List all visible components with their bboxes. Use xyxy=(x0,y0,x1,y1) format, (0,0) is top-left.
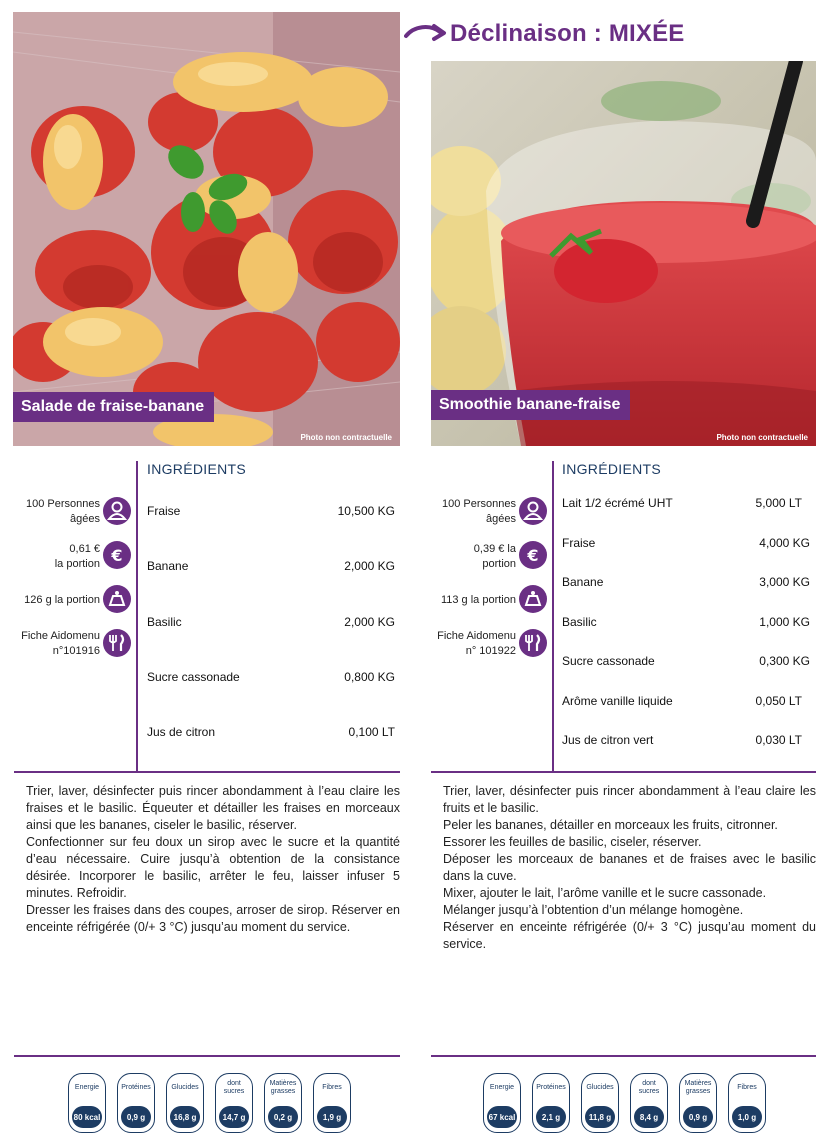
nutrition-badge-energy: Energie 67 kcal xyxy=(483,1073,521,1133)
svg-text:€: € xyxy=(111,546,123,565)
ingredient-name: Sucre cassonade xyxy=(147,670,240,684)
ingredient-name: Sucre cassonade xyxy=(562,654,655,668)
ingredient-name: Banane xyxy=(147,559,189,573)
weight-text: 126 g la portion xyxy=(24,594,100,606)
left-divider-top xyxy=(14,771,400,773)
nutrition-badge-fat: Matières grasses 0,9 g xyxy=(679,1073,717,1133)
left-divider-vertical xyxy=(136,461,138,771)
euro-icon xyxy=(519,541,547,569)
price-text: 0,39 € la portion xyxy=(473,543,516,570)
ingredient-qty: 0,030 LT xyxy=(755,733,802,747)
instruction-paragraph: Peler les bananes, détailler en morceaux les fruits, citronner. xyxy=(443,818,778,832)
nutrition-badge-carbs: Glucides 16,8 g xyxy=(166,1073,204,1133)
nutrition-badge-fibre: Fibres 1,9 g xyxy=(313,1073,351,1133)
photo-disclaimer: Photo non contractuelle xyxy=(300,433,392,442)
instruction-paragraph: Essorer les feuilles de basilic, ciseler, réserver. xyxy=(443,835,702,849)
euro-icon xyxy=(103,541,131,569)
salad-label: Salade de fraise-banane xyxy=(13,392,214,422)
smoothie-label: Smoothie banane-fraise xyxy=(431,390,630,420)
ingredient-qty: 0,800 KG xyxy=(344,670,395,684)
instruction-paragraph: Confectionner sur feu doux un sirop avec le sucre et la quantité d’eau nécessaire. Cuire jusqu’à obtention de la consistance désirée. Incorporer le basilic, arrêter le feu, laisser infuser 5 minutes. Refroidir. xyxy=(26,835,400,900)
persons-text: 100 Personnes âgées xyxy=(26,498,100,525)
ingredient-qty: 5,000 LT xyxy=(755,496,802,510)
right-divider-bottom xyxy=(431,1055,816,1057)
instruction-paragraph: Mixer, ajouter le lait, l’arôme vanille et le sucre cassonade. xyxy=(443,886,767,900)
nutrition-badge-fat: Matières grasses 0,2 g xyxy=(264,1073,302,1133)
nutrition-badge-sugars: dont sucres 14,7 g xyxy=(215,1073,253,1133)
nutrition-badge-protein: Protéines 0,9 g xyxy=(117,1073,155,1133)
ingredient-qty: 10,500 KG xyxy=(337,504,395,518)
instruction-paragraph: Déposer les morceaux de bananes et de fraises avec le basilic dans la cuve. xyxy=(443,852,816,883)
ingredient-name: Jus de citron vert xyxy=(562,733,654,747)
left-ingredients-title: INGRÉDIENTS xyxy=(147,461,246,477)
ingredient-qty: 2,000 KG xyxy=(344,559,395,573)
sheet-text: Fiche Aidomenu n° 101922 xyxy=(437,630,516,657)
left-divider-bottom xyxy=(14,1055,400,1057)
ingredient-name: Arôme vanille liquide xyxy=(562,694,673,708)
curved-arrow-icon xyxy=(404,22,448,46)
ingredient-name: Jus de citron xyxy=(147,725,216,739)
ingredient-name: Fraise xyxy=(147,504,181,518)
sheet-text: Fiche Aidomenu n°101916 xyxy=(21,630,100,657)
photo-disclaimer: Photo non contractuelle xyxy=(716,433,808,442)
weight-text: 113 g la portion xyxy=(440,594,516,606)
instruction-paragraph: Trier, laver, désinfecter puis rincer abondamment à l’eau claire les fruits et le basilic. xyxy=(443,784,816,815)
nutrition-badge-energy: Energie 80 kcal xyxy=(68,1073,106,1133)
ingredient-qty: 1,000 KG xyxy=(759,615,810,629)
instruction-paragraph: Réserver en enceinte réfrigérée (0/+ 3 °C) jusqu’au moment du service. xyxy=(443,920,816,951)
right-divider-top xyxy=(431,771,816,773)
scale-icon xyxy=(103,585,131,613)
right-ingredients-title: INGRÉDIENTS xyxy=(562,461,661,477)
left-nutrition xyxy=(68,1073,362,1133)
svg-text:€: € xyxy=(527,546,539,565)
left-instructions xyxy=(26,783,400,936)
instruction-paragraph: Mélanger jusqu’à l’obtention d’un mélange homogène. xyxy=(443,903,744,917)
instruction-paragraph: Dresser les fraises dans des coupes, arroser de sirop. Réserver en enceinte réfrigérée (0/+ 3 °C) jusqu’au moment du service. xyxy=(26,903,400,934)
ingredient-name: Lait 1/2 écrémé UHT xyxy=(562,496,673,510)
declinaison-header xyxy=(404,18,685,50)
right-nutrition xyxy=(483,1073,777,1133)
nutrition-badge-sugars: dont sucres 8,4 g xyxy=(630,1073,668,1133)
right-divider-vertical xyxy=(552,461,554,771)
salad-photo xyxy=(13,12,400,446)
cutlery-icon xyxy=(519,629,547,657)
ingredient-name: Fraise xyxy=(562,536,596,550)
price-text: 0,61 € la portion xyxy=(54,543,100,570)
instruction-paragraph: Trier, laver, désinfecter puis rincer abondamment à l’eau claire les fraises et le basilic. Équeuter et détailler les fraises en morceaux ainsi que les bananes, ciseler le basilic, réserver. xyxy=(26,784,400,832)
person-icon xyxy=(103,497,131,525)
ingredient-name: Banane xyxy=(562,575,604,589)
ingredient-qty: 3,000 KG xyxy=(759,575,810,589)
person-icon xyxy=(519,497,547,525)
cutlery-icon xyxy=(103,629,131,657)
nutrition-badge-carbs: Glucides 11,8 g xyxy=(581,1073,619,1133)
ingredient-qty: 4,000 KG xyxy=(759,536,810,550)
declinaison-title: Déclinaison : MIXÉE xyxy=(450,20,685,47)
ingredient-qty: 0,300 KG xyxy=(759,654,810,668)
ingredient-qty: 0,050 LT xyxy=(755,694,802,708)
persons-text: 100 Personnes âgées xyxy=(442,498,516,525)
nutrition-badge-protein: Protéines 2,1 g xyxy=(532,1073,570,1133)
smoothie-photo xyxy=(431,61,816,446)
right-instructions xyxy=(443,783,816,953)
ingredient-qty: 0,100 LT xyxy=(348,725,395,739)
ingredient-name: Basilic xyxy=(147,615,182,629)
scale-icon xyxy=(519,585,547,613)
ingredient-qty: 2,000 KG xyxy=(344,615,395,629)
nutrition-badge-fibre: Fibres 1,0 g xyxy=(728,1073,766,1133)
ingredient-name: Basilic xyxy=(562,615,597,629)
